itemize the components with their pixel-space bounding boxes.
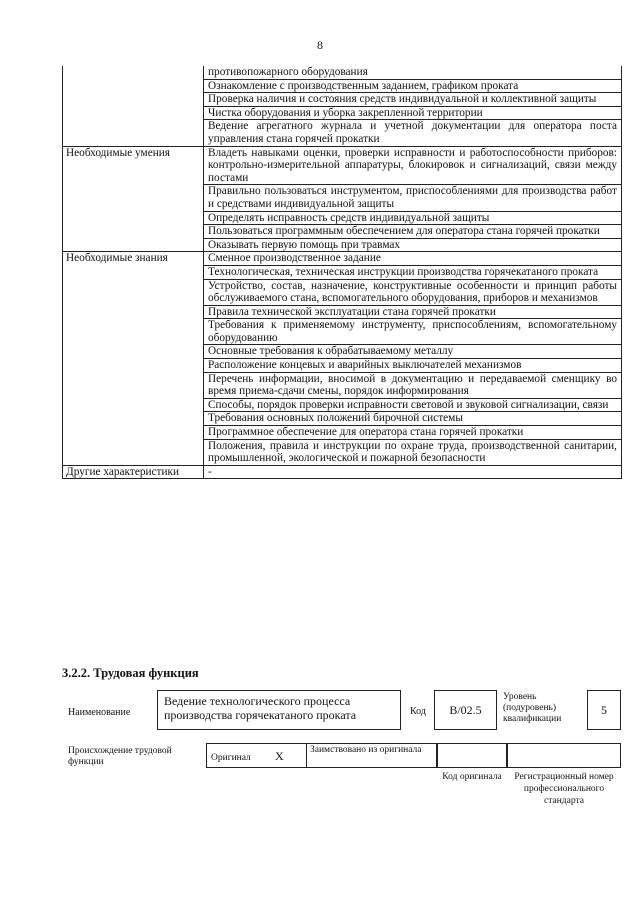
borrowed-label: Заимствовано из оригинала — [310, 745, 422, 755]
requirement-item: Оказывать первую помощь при травмах — [204, 238, 622, 252]
requirement-item: Программное обеспечение для оператора стана горячей прокатки — [204, 426, 622, 440]
requirement-item: Ознакомление с производственным заданием, графиком проката — [204, 79, 622, 93]
row-label: Другие характеристики — [63, 465, 204, 479]
requirement-item: Ведение агрегатного журнала и учетной документации для оператора поста управления стана горячей прокатки — [204, 120, 622, 146]
requirement-item: Расположение концевых и аварийных выключателей механизмов — [204, 359, 622, 373]
name-value: Ведение технологического процесса производства горячекатаного проката — [164, 694, 357, 722]
origin-label: Происхождение трудовой функции — [68, 746, 172, 767]
name-value-box — [157, 690, 401, 730]
borrowed-cell — [306, 743, 437, 768]
table-row — [63, 252, 622, 266]
code-value-box — [434, 690, 497, 730]
table-row — [63, 66, 622, 79]
requirement-item: Основные требования к обрабатываемому металлу — [204, 345, 622, 359]
requirement-item: Технологическая, техническая инструкции производства горячекатаного проката — [204, 265, 622, 279]
table-row — [63, 465, 622, 479]
requirement-item: Правила технической эксплуатации стана горячей прокатки — [204, 305, 622, 319]
original-label: Оригинал — [211, 753, 251, 763]
level-value-box — [587, 690, 621, 730]
requirement-item: Способы, порядок проверки исправности световой и звуковой сигнализации, связи — [204, 398, 622, 412]
code-original-cell — [437, 743, 507, 768]
original-cell — [206, 743, 306, 768]
level-label: Уровень (подуровень) квалификации — [503, 692, 562, 724]
section-title: 3.2.2. Трудовая функция — [62, 666, 199, 680]
reg-number-caption: Регистрационный номер профессионального стандарта — [514, 772, 614, 806]
code-label: Код — [410, 706, 426, 717]
original-mark: X — [275, 749, 284, 763]
requirement-item: Требования к применяемому инструменту, приспособлениям, вспомогательному оборудованию — [204, 319, 622, 345]
requirement-item: Владеть навыками оценки, проверки исправности и работоспособности приборов: контрольно-измерительной аппаратуры, блокировок и сигнализаций, связи между постами — [204, 146, 622, 185]
requirement-item: Перечень информации, вносимой в документацию и передаваемой сменщику во время приема-сдачи смены, порядок информирования — [204, 372, 622, 398]
page-number: 8 — [317, 38, 323, 52]
requirement-item: Положения, правила и инструкции по охране труда, производственной санитарии, промышленной, экологической и пожарной безопасности — [204, 439, 622, 465]
code-value: B/02.5 — [449, 703, 482, 717]
requirement-item: Проверка наличия и состояния средств индивидуальной и коллективной защиты — [204, 93, 622, 107]
name-label: Наименование — [68, 707, 131, 718]
reg-number-cell — [507, 743, 621, 768]
row-label: Необходимые умения — [63, 146, 204, 252]
requirement-item: Пользоваться программным обеспечением для оператора стана горячей прокатки — [204, 225, 622, 239]
requirement-item: Сменное производственное задание — [204, 252, 622, 266]
row-label — [63, 66, 204, 146]
requirement-item: Правильно пользоваться инструментом, приспособлениями для производства работ и средствами индивидуальной защиты — [204, 185, 622, 211]
row-label: Необходимые знания — [63, 252, 204, 466]
table-row — [63, 146, 622, 185]
requirement-item: Чистка оборудования и уборка закрепленной территории — [204, 106, 622, 120]
requirement-item: Устройство, состав, назначение, конструктивные особенности и принцип работы обслуживаемого стана, вспомогательного оборудования, приборов и механизмов — [204, 279, 622, 305]
competency-table — [62, 66, 622, 479]
requirement-item: - — [204, 465, 622, 479]
level-value: 5 — [601, 703, 607, 717]
requirement-item: Требования основных положений бирочной системы — [204, 412, 622, 426]
requirement-item: противопожарного оборудования — [204, 66, 622, 79]
code-original-caption: Код оригинала — [442, 772, 502, 782]
requirement-item: Определять исправность средств индивидуальной защиты — [204, 211, 622, 225]
